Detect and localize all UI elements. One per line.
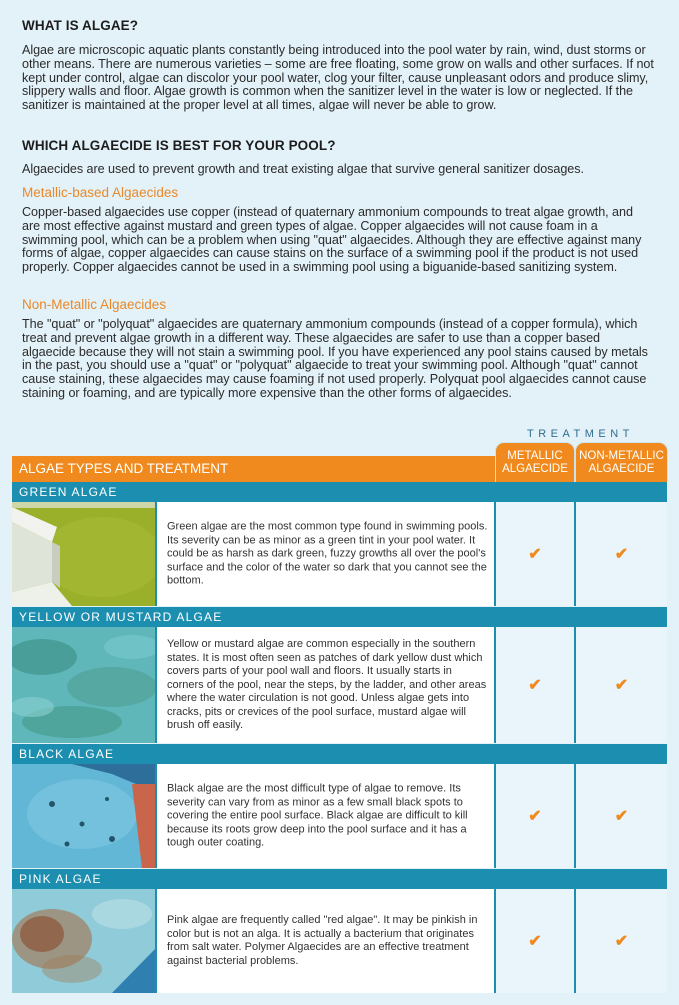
- which-algaecide-heading: WHICH ALGAECIDE IS BEST FOR YOUR POOL?: [22, 138, 336, 153]
- check-icon: ✔: [614, 808, 629, 825]
- section-yellow-mustard-algae: YELLOW OR MUSTARD ALGAE: [12, 607, 667, 627]
- yellow-nonmetallic-cell: [576, 627, 667, 743]
- table-title: ALGAE TYPES AND TREATMENT: [12, 456, 495, 482]
- check-icon: ✔: [614, 546, 629, 563]
- nonmetallic-body: The "quat" or "polyquat" algaecides are quaternary ammonium compounds (instead of a copper formula), which treat and prevent algae growth in a different way. These algaecides are safer to use than a copper based algaecide because they will not stain a swimming pool. If you have experienced any pool stains caused by metals in the past, you should use a "quat" or "polyquat" algaecide to treat your swimming pool. Although "quat" cannot cause staining, these algaecides may cause foaming if not used properly. Polyquat pool algaecides cannot cause staining or foaming, and are typically more expensive than the other forms of algaecides.: [22, 317, 648, 400]
- green-algae-description: Green algae are the most common type found in swimming pools. Its severity can be as minor as a green tint in your pool water. It could be as harsh as dark green, fuzzy growths all over the pool's surface and the color of the water so dark that you cannot see the bottom.: [157, 502, 494, 606]
- section-green-algae: GREEN ALGAE: [12, 482, 667, 502]
- table-row: [12, 627, 667, 743]
- black-algae-image: [12, 764, 155, 868]
- black-algae-description: Black algae are the most difficult type of algae to remove. Its severity can vary from as minor as a few small black spots to covering the entire pool surface. Black algae are difficult to kill because its roots grow deep into the pool surface and it has a tough outer coating.: [157, 764, 494, 868]
- green-nonmetallic-cell: [576, 502, 667, 606]
- yellow-algae-image: [12, 627, 155, 743]
- black-metallic-cell: [496, 764, 574, 868]
- black-nonmetallic-cell: [576, 764, 667, 868]
- treatment-label: TREATMENT: [527, 428, 634, 440]
- table-row: [12, 764, 667, 868]
- which-algaecide-body: Algaecides are used to prevent growth and treat existing algae that survive general sanitizer dosages.: [22, 162, 584, 176]
- what-is-algae-body: Algae are microscopic aquatic plants constantly being introduced into the pool water by rain, wind, dust storms or other means. There are numerous varieties – some are free floating, some grow on walls and other surfaces. If not kept under control, algae can discolor your pool water, clog your filter, cause unpleasant odors and produce slimy, slippery walls and floor. Algae growth is common when the sanitizer level in the water is low or neglected. If the sanitizer is maintained at the proper level at all times, algae will never be able to grow.: [22, 43, 654, 113]
- pink-nonmetallic-cell: [576, 889, 667, 993]
- check-icon: ✔: [528, 933, 542, 950]
- check-icon: ✔: [528, 677, 542, 694]
- check-icon: ✔: [614, 933, 629, 950]
- column-nonmetallic-algaecide: NON-METALLIC ALGAECIDE: [575, 442, 668, 482]
- metallic-body: Copper-based algaecides use copper (instead of quaternary ammonium compounds to treat algae growth, and are most effective against mustard and green types of algae. Copper algaecides will not cause foam in a swimming pool, which can be a problem when using "quat" algaecides. Although they are effective against many forms of algae, copper algaecides can cause stains on the surface of a swimming pool if the product is not used properly. Copper algaecides cannot be used in a swimming pool using a biguanide-based sanitizing system.: [22, 205, 642, 275]
- pink-algae-image: [12, 889, 155, 993]
- what-is-algae-heading: WHAT IS ALGAE?: [22, 18, 139, 33]
- green-algae-image: [12, 502, 155, 606]
- metallic-heading: Metallic-based Algaecides: [22, 185, 179, 200]
- column-metallic-algaecide: METALLIC ALGAECIDE: [495, 442, 575, 482]
- pink-algae-description: Pink algae are frequently called "red algae". It may be pinkish in color but is not an alga. It is actually a bacterium that originates from salt water. Polymer Algaecides are an effective treatment against bacterial problems.: [157, 889, 494, 993]
- pink-metallic-cell: [496, 889, 574, 993]
- section-black-algae: BLACK ALGAE: [12, 744, 667, 764]
- check-icon: ✔: [528, 546, 542, 563]
- nonmetallic-heading: Non-Metallic Algaecides: [22, 297, 167, 312]
- table-row: [12, 502, 667, 606]
- table-row: [12, 889, 667, 993]
- section-pink-algae: PINK ALGAE: [12, 869, 667, 889]
- check-icon: ✔: [528, 808, 542, 825]
- check-icon: ✔: [614, 677, 629, 694]
- yellow-metallic-cell: [496, 627, 574, 743]
- yellow-algae-description: Yellow or mustard algae are common especially in the southern states. It is most often seen as patches of dark yellow dust which covers parts of your pool wall and floors. It usually starts in corners of the pool, near the steps, by the ladder, and other areas where the water circulation is not good. Unless algae gets into cracks, pits or crevices of the pool surface, mustard algae will brush off easily.: [157, 627, 494, 743]
- green-metallic-cell: [496, 502, 574, 606]
